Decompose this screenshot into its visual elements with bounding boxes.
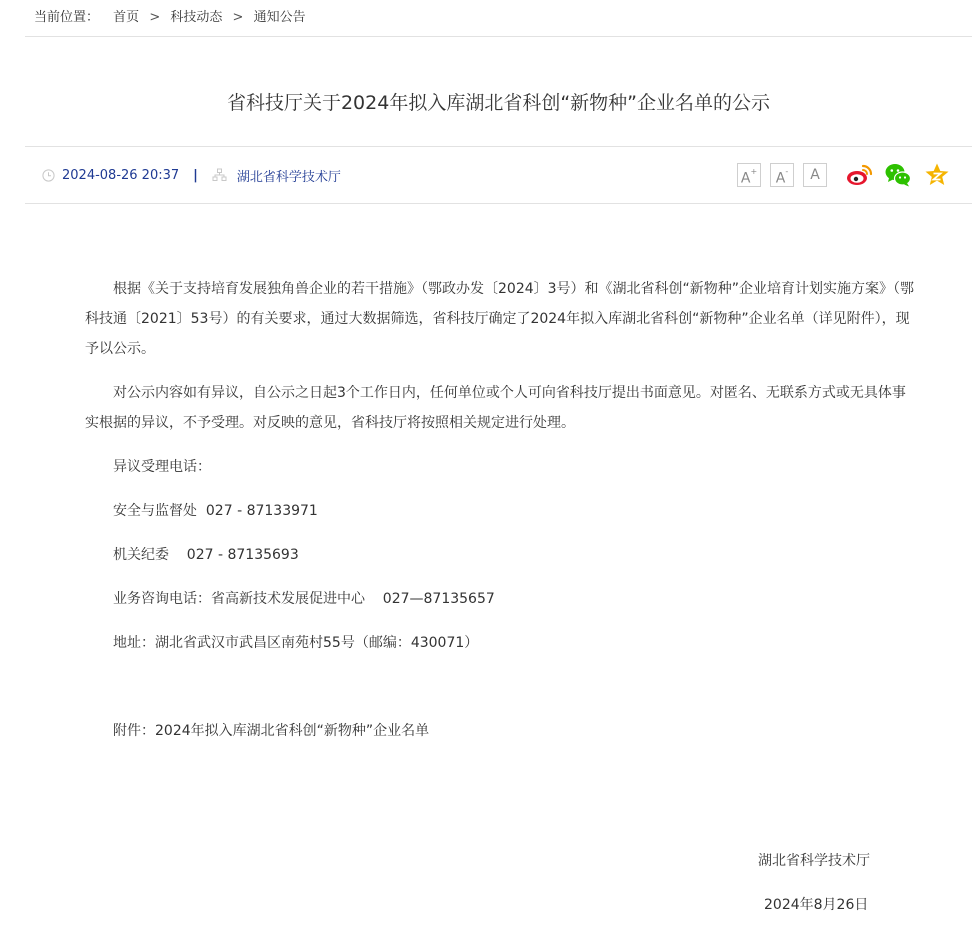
article-source: 湖北省科学技术厅	[236, 169, 341, 185]
body-paragraph: 安全与监督处 027 - 87133971	[113, 503, 318, 519]
meta-divider-line	[25, 203, 972, 204]
page-title: 省科技厅关于2024年拟入库湖北省科创“新物种”企业名单的公示	[226, 92, 771, 114]
breadcrumb-divider	[25, 36, 972, 37]
body-paragraph: 业务咨询电话：省高新技术发展促进中心 027—87135657	[113, 591, 495, 607]
meta-divider: |	[193, 167, 198, 183]
font-increase-label: A	[740, 170, 751, 187]
breadcrumb-news-link[interactable]: 科技动态	[170, 10, 223, 25]
star-icon[interactable]	[923, 161, 951, 189]
font-increase-button[interactable]	[737, 163, 761, 187]
body-paragraph: 异议受理电话：	[113, 459, 211, 475]
article-meta	[42, 166, 341, 184]
font-decrease-label: A	[775, 170, 786, 187]
title-divider	[25, 146, 972, 147]
breadcrumb-notice-link[interactable]: 通知公告	[253, 10, 306, 25]
body-paragraph: 对公示内容如有异议，自公示之日起3个工作日内，任何单位或个人可向省科技厅提出书面意见。对匿名、无联系方式或无具体事实根据的异议，不予受理。对反映的意见，省科技厅将按照相关规定进行处理。	[85, 385, 906, 431]
font-decrease-mark: -	[785, 167, 789, 176]
breadcrumb-home-link[interactable]: 首页	[113, 10, 140, 25]
weibo-icon[interactable]	[845, 161, 873, 189]
body-paragraph: 根据《关于支持培育发展独角兽企业的若干措施》（鄂政办发〔2024〕3号）和《湖北省科创“新物种”企业培育计划实施方案》（鄂科技通〔2021〕53号）的有关要求，通过大数据筛选，省科技厅确定了2024年拟入库湖北省科创“新物种”企业名单（详见附件），现予以公示。	[85, 281, 915, 357]
breadcrumb	[34, 9, 306, 27]
breadcrumb-separator: >	[232, 10, 244, 25]
organization-icon	[212, 168, 227, 182]
article-body	[85, 274, 915, 760]
wechat-icon[interactable]	[884, 161, 912, 189]
breadcrumb-separator: >	[149, 10, 161, 25]
body-paragraph: 机关纪委 027 - 87135693	[113, 547, 299, 563]
signature-date: 2024年8月26日	[764, 897, 869, 913]
publish-date: 2024-08-26 20:37	[62, 167, 180, 183]
attachment-link[interactable]: 附件：2024年拟入库湖北省科创“新物种”企业名单	[113, 723, 430, 739]
font-increase-mark: +	[750, 167, 758, 176]
clock-icon	[42, 169, 55, 182]
font-reset-button[interactable]	[803, 163, 827, 187]
body-paragraph: 地址：湖北省武汉市武昌区南苑村55号（邮编：430071）	[113, 635, 479, 651]
signature-org: 湖北省科学技术厅	[758, 853, 870, 869]
font-decrease-button[interactable]	[770, 163, 794, 187]
font-reset-label: A	[810, 167, 820, 183]
breadcrumb-prefix: 当前位置：	[34, 10, 100, 25]
